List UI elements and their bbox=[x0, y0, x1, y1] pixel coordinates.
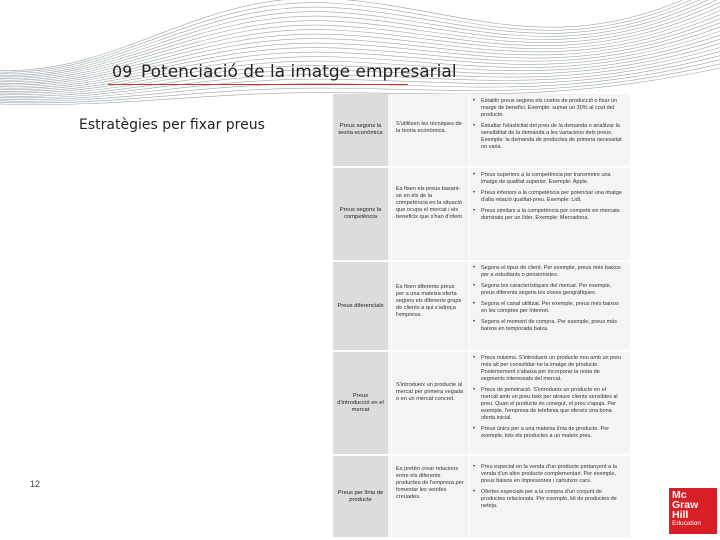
table-row bbox=[333, 168, 630, 260]
list-item: • Segons les característiques del mercat. Per exemple, preus diferents segons les zones geogràfiques. bbox=[473, 283, 623, 297]
list-item: • Preus inferiors a la competència per potenciar una imatge d'alta relació qualitat-preu. Exemple: Lidl. bbox=[473, 190, 623, 204]
chapter-number: 09 bbox=[112, 62, 133, 81]
wave-line bbox=[0, 0, 720, 71]
logo-line: Education bbox=[672, 520, 701, 527]
table-row bbox=[333, 262, 630, 350]
list-item: • Preus únics per a una mateixa línia de producte. Per exemple, tots els productes a un mateix preu. bbox=[473, 426, 623, 440]
list-item: • Preus similars a la competència per competir en mercats dominats per un líder. Exemple: Mercadona. bbox=[473, 208, 623, 222]
title-underline bbox=[108, 84, 408, 85]
strategy-examples-list bbox=[473, 98, 623, 155]
strategy-examples-list bbox=[473, 265, 623, 337]
table-row bbox=[333, 352, 630, 454]
strategy-examples-list bbox=[473, 172, 623, 226]
strategy-examples-list bbox=[473, 464, 623, 514]
list-item: • Establir preus segons els costos de producció o fixar un marge de benefici. Exemple: sumar un 30% al cost del producte. bbox=[473, 98, 623, 119]
strategy-definition: S'utilitzen les tècniques de la teoria econòmica. bbox=[396, 121, 462, 134]
list-item: • Segons el tipus de client. Per exemple, preus més baixos per a estudiants o pensionistes. bbox=[473, 265, 623, 279]
list-item: • Preus màxims. S'introdueix un producte nou amb un preu més alt per consolidar-ne la imatge de producte. Posteriorment s'abaixa per incorporar la resta de segments interessats del mercat. bbox=[473, 355, 623, 383]
table-row bbox=[333, 456, 630, 537]
strategy-name: Preus segons la competència bbox=[333, 168, 388, 260]
page-number: 12 bbox=[30, 479, 41, 489]
strategy-name: Preus segons la teoria econòmica bbox=[333, 94, 388, 166]
list-item: • Preus de penetració. S'introdueix un producte en el mercat amb un preu baix per atraure clients sensibles al preu. Quan el producte és conegut, el preu s'apuja. Per exemple, l'empresa de telefonia que ofereix una bona oferta inicial. bbox=[473, 387, 623, 422]
list-item: • Segons el moment de compra. Per exemple, preus més baixos en temporada baixa. bbox=[473, 319, 623, 333]
strategy-name: Preus per línia de producte bbox=[333, 456, 388, 537]
list-item: • Preus superiors a la competència per transmetre una imatge de qualitat superior. Exemple: Apple. bbox=[473, 172, 623, 186]
pricing-strategy-table bbox=[333, 94, 630, 537]
list-item: • Preu especial en la venda d'un producte pertanyent a la venda d'un altre producte complementari. Per exemple, preus baixos en impressores i cartutxos cars. bbox=[473, 464, 623, 485]
chapter-title: Potenciació de la imatge empresarial bbox=[141, 62, 457, 82]
strategy-definition: Es fixen diferents preus per a una mateixa oferta segons els diferents grups de clients a qui s'adreça l'empresa. bbox=[396, 284, 462, 318]
strategy-definition: S'introdueix un producte al mercat per primera vegada o en un mercat concret. bbox=[396, 382, 464, 402]
page-subtitle: Estratègies per fixar preus bbox=[79, 117, 265, 133]
strategy-name: Preus diferencials bbox=[333, 262, 388, 350]
list-item: • Estudiar l'elasticitat del preu de la demanda o analitzar la sensibilitat de la demanda a les variacions dels preus. Exemple: la demanda de productes de primera necessitat no varia. bbox=[473, 123, 623, 151]
strategy-examples-list bbox=[473, 355, 623, 444]
strategy-definition: Es fixen els preus basant-se en els de la competència en la situació que ocupa el mercat i els beneficis que s'han d'oferir. bbox=[396, 186, 464, 220]
logo-line: Graw bbox=[672, 499, 699, 511]
logo-line: Mc bbox=[672, 489, 687, 501]
mcgraw-hill-logo bbox=[669, 488, 717, 534]
list-item: • Segons el canal utilitzat. Per exemple, preus més baixos en les compres per Internet. bbox=[473, 301, 623, 315]
logo-line: Hill bbox=[672, 509, 689, 521]
strategy-definition: Es pretén crear relacions entre els diferents productes de l'empresa per fomentar les vendes creuades. bbox=[396, 466, 464, 500]
table-row bbox=[333, 94, 630, 166]
strategy-name: Preus d'introducció en el mercat bbox=[333, 352, 388, 454]
list-item: • Ofertes especials per a la compra d'un conjunt de productes relacionats. Per exemple, kit de productes de neteja. bbox=[473, 489, 623, 510]
